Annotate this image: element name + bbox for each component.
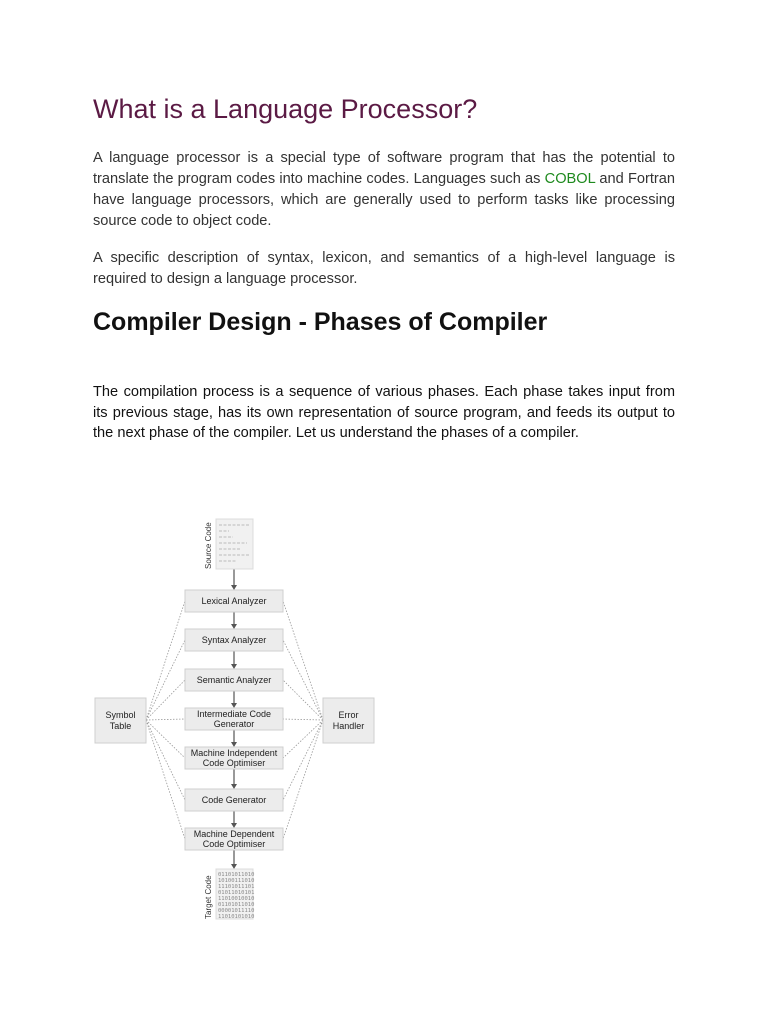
code-generator-label: Code Generator <box>201 795 267 805</box>
error-handler-box <box>323 698 374 743</box>
code-generator-box <box>185 789 283 811</box>
section-heading-compiler-phases: Compiler Design - Phases of Compiler <box>93 308 548 336</box>
error-handler-label-line1: Error <box>338 710 359 720</box>
machine-independent-code-optimiser-box <box>185 747 283 769</box>
target-code-line: 00001011110 <box>218 908 255 914</box>
paragraph-text: A language processor is a special type of software program that has the potential to translate the program codes into machine codes. Languages such as <box>93 150 675 187</box>
paragraph-language-processor-design: A specific description of syntax, lexicon, and semantics of a high-level language is required to design a language processor. <box>93 250 675 287</box>
target-code-block <box>204 869 254 920</box>
phase-boxes <box>185 590 283 850</box>
target-code-line: 11010010010 <box>218 896 255 902</box>
source-code-block <box>204 519 253 569</box>
semantic-analyzer-box <box>185 669 283 691</box>
target-code-line: 01101011010 <box>218 872 255 878</box>
intermediate-code-generator-label: Intermediate Code <box>196 709 272 719</box>
intermediate-code-generator-box <box>185 708 283 730</box>
intermediate-code-generator-label: Generator <box>213 719 255 729</box>
symbol-table-label-line2: Table <box>109 721 132 731</box>
cobol-link[interactable]: COBOL <box>544 171 596 187</box>
syntax-analyzer-box <box>185 629 283 651</box>
target-code-line: 10100111010 <box>218 878 255 884</box>
machine-independent-code-optimiser-label: Code Optimiser <box>202 758 266 768</box>
syntax-analyzer-label: Syntax Analyzer <box>201 635 267 645</box>
paragraph-text: and Fortran have language processors, which are generally used to perform tasks like processing source code to object code. <box>93 171 675 229</box>
machine-dependent-code-optimiser-label: Code Optimiser <box>202 839 266 849</box>
machine-dependent-code-optimiser-label: Machine Dependent <box>193 829 275 839</box>
paragraph-compilation-process: The compilation process is a sequence of various phases. Each phase takes input from its previous stage, has its own representation of source program, and feeds its output to the next phase of the compiler. Let us understand the phases of a compiler. <box>93 384 675 441</box>
machine-dependent-code-optimiser-box <box>185 828 283 850</box>
target-code-line: 11101011101 <box>218 884 255 890</box>
lexical-analyzer-box <box>185 590 283 612</box>
target-code-line: 11010101010 <box>218 914 255 920</box>
section-heading-language-processor: What is a Language Processor? <box>93 94 478 124</box>
target-code-line: 01011010101 <box>218 890 255 896</box>
target-code-label: Target Code <box>204 875 213 919</box>
lexical-analyzer-label: Lexical Analyzer <box>201 596 267 606</box>
semantic-analyzer-label: Semantic Analyzer <box>196 675 272 685</box>
symbol-table-label-line1: Symbol <box>105 710 136 720</box>
symbol-table-box <box>95 698 146 743</box>
target-code-line: 01101011010 <box>218 902 255 908</box>
error-handler-label-line2: Handler <box>332 721 365 731</box>
source-code-label: Source Code <box>204 522 213 569</box>
machine-independent-code-optimiser-label: Machine Independent <box>190 748 278 758</box>
